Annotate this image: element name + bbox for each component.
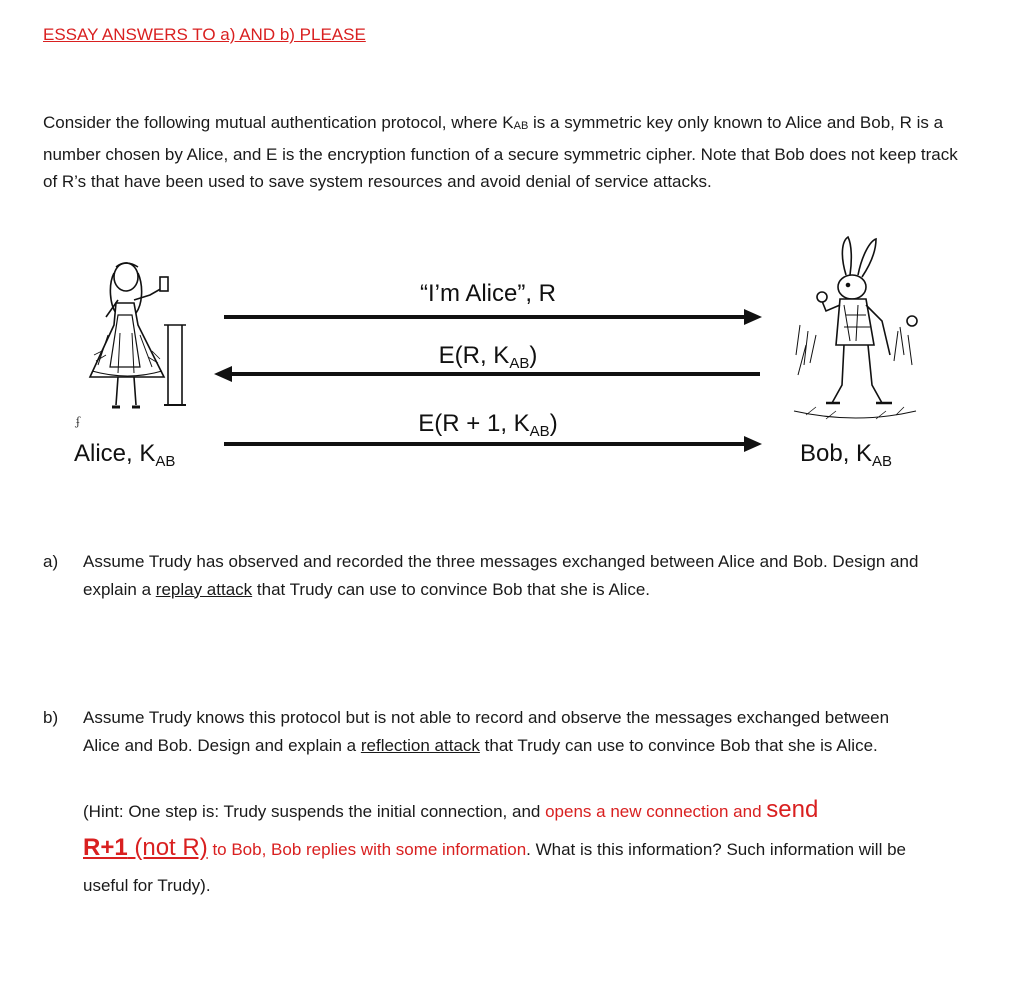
hint-red-1: opens a new connection and [545,802,767,821]
question-b-pre: Assume Trudy knows this protocol but is not able to record and observe the messages exchanged between Alice and Bob. Design and explain a [83,708,890,755]
intro-text-1: Consider the following mutual authentication protocol, where K [43,113,514,132]
arrow-1-shaft [224,315,744,319]
question-b [43,704,923,759]
page-heading: ESSAY ANSWERS TO a) AND b) PLEASE [43,25,366,44]
hint-post: . What is this information? Such information will be useful for Trudy). [83,840,906,895]
question-b-post: that Trudy can use to convince Bob that she is Alice. [479,735,878,755]
arrow-2-head [214,366,232,382]
message-2-post: ) [529,342,538,369]
hint-pre: (Hint: One step is: Trudy suspends the initial connection, and [83,802,546,821]
bob-key-sub: AB [872,453,893,470]
question-a [43,548,923,603]
question-b-text [83,704,923,759]
message-2 [338,342,638,372]
arrow-3-head [744,436,762,452]
intro-key-sub: AB [513,120,529,132]
question-b-hint [43,792,923,904]
question-b-letter: b) [43,708,59,727]
intro-paragraph [43,109,963,196]
alice-name: Alice, K [74,440,156,467]
question-a-term: replay attack [155,579,253,599]
question-a-pre: Assume Trudy has observed and recorded the three messages exchanged between Alice and Bob. Design and explain a [83,552,919,599]
hint-r-plus-1: R+1 [83,834,128,861]
question-a-text [83,548,923,603]
bob-name: Bob, K [800,440,873,467]
message-2-pre: E(R, K [438,342,510,369]
intro-text-2: is a symmetric key only known to Alice and Bob, R is a number chosen by Alice, and E is the encryption function of a secure symmetric cipher. Note that Bob does not keep track of R’s that have been used to save system resources and avoid denial of service attacks. [43,113,958,191]
message-2-sub: AB [509,355,530,372]
message-3 [338,410,638,440]
message-3-sub: AB [529,423,550,440]
protocol-diagram [0,230,1024,490]
hint-not-r: (not R) [127,834,208,861]
arrow-1-head [744,309,762,325]
arrow-3-shaft [224,442,744,446]
message-1: “I’m Alice”, R [419,280,556,307]
hint-text [83,792,923,904]
question-a-letter: a) [43,552,59,571]
message-3-post: ) [549,410,558,437]
question-a-post: that Trudy can use to convince Bob that she is Alice. [252,579,651,599]
message-3-pre: E(R + 1, K [418,410,530,437]
svg-text:ʄ: ʄ [76,415,81,428]
hint-red-2: to Bob, Bob replies with some information [207,840,527,859]
arrow-2-shaft [232,372,760,376]
question-b-term: reflection attack [360,735,480,755]
alice-key-sub: AB [155,453,176,470]
hint-send: send [766,796,819,823]
